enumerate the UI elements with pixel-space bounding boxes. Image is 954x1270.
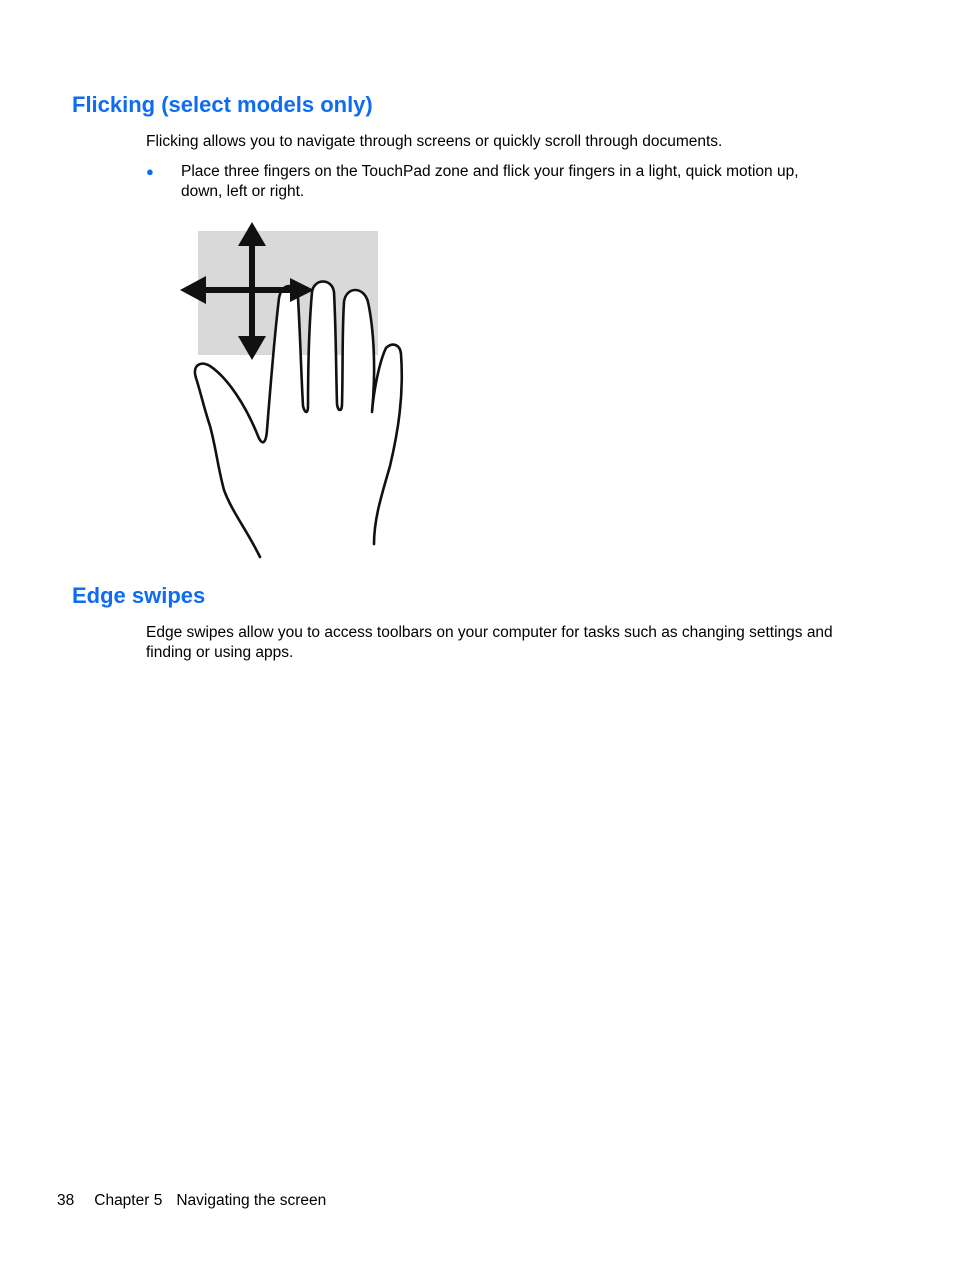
chapter-label: Chapter 5	[94, 1192, 163, 1209]
section-heading-edge-swipes: Edge swipes	[72, 583, 206, 608]
bullet-icon: ●	[146, 164, 154, 179]
edge-swipes-description: Edge swipes allow you to access toolbars on your computer for tasks such as changing settings and finding or using apps.	[146, 624, 833, 661]
section-heading-flicking: Flicking (select models only)	[72, 92, 373, 117]
page-number: 38	[57, 1192, 75, 1209]
three-finger-flick-illustration	[176, 220, 412, 562]
chapter-title: Navigating the screen	[176, 1192, 327, 1209]
flicking-instruction: Place three fingers on the TouchPad zone and flick your fingers in a light, quick motion up, down, left or right.	[181, 163, 799, 200]
flicking-description: Flicking allows you to navigate through screens or quickly scroll through documents.	[146, 133, 723, 150]
page-footer	[57, 1191, 326, 1211]
